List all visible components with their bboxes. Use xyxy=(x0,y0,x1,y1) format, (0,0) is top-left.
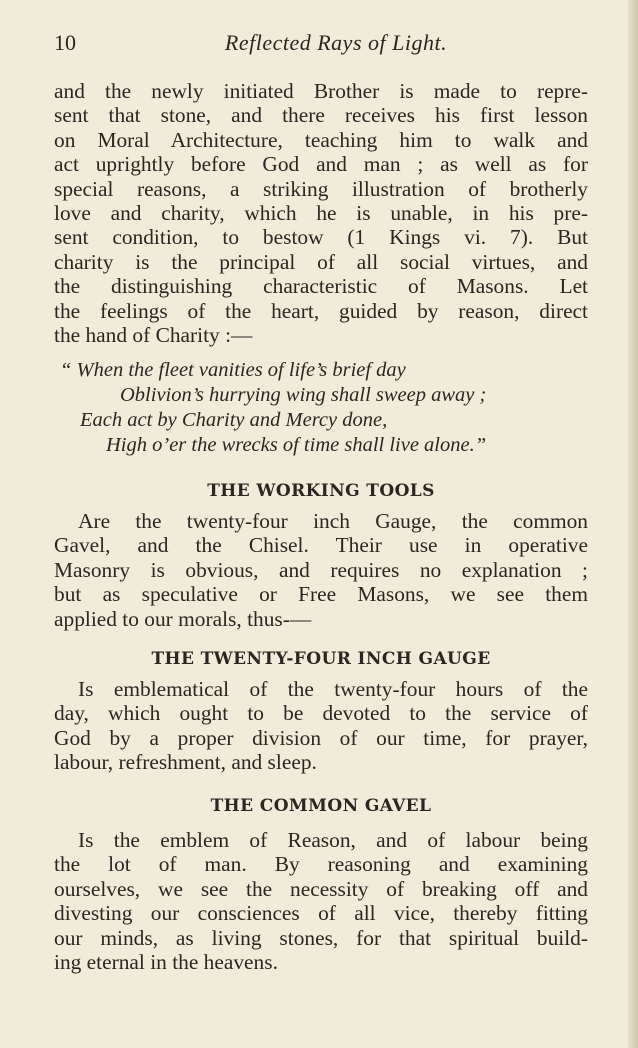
text-line: Is emblematical of the twenty-four hours of the xyxy=(78,677,588,701)
text-line: ing eternal in the heavens. xyxy=(54,950,278,975)
text-line: God by a proper division of our time, for prayer, xyxy=(54,725,588,750)
poem-quote xyxy=(54,358,594,458)
section-heading-working-tools: THE WORKING TOOLS xyxy=(207,481,435,501)
text-line: love and charity, which he is unable, in his pre- xyxy=(54,201,588,226)
text-line: ourselves, we see the necessity of breaking off and xyxy=(54,876,588,901)
text-line: the distinguishing characteristic of Masons. Let xyxy=(54,274,588,299)
text-line: the hand of Charity :— xyxy=(54,323,253,348)
page-number: 10 xyxy=(54,30,76,55)
paragraph-gauge xyxy=(54,677,588,775)
paragraph-intro xyxy=(54,79,588,347)
section-heading-gavel: THE COMMON GAVEL xyxy=(210,796,432,816)
poem-line: “ When the fleet vanities of life’s brief day xyxy=(60,359,406,381)
text-line: charity is the principal of all social virtues, and xyxy=(54,249,588,274)
text-line: but as speculative or Free Masons, we see them xyxy=(54,582,588,607)
text-line: the feelings of the heart, guided by reason, direct xyxy=(54,298,588,323)
text-line: divesting our consciences of all vice, thereby fitting xyxy=(54,901,588,926)
page-edge xyxy=(628,0,638,1048)
text-line: Are the twenty-four inch Gauge, the common xyxy=(78,509,588,533)
text-line: Gavel, and the Chisel. Their use in operative xyxy=(54,533,588,558)
paragraph-working-tools xyxy=(54,509,588,631)
section-heading-gauge: THE TWENTY-FOUR INCH GAUGE xyxy=(151,649,491,669)
running-head xyxy=(54,30,588,60)
running-title: Reflected Rays of Light. xyxy=(224,30,448,55)
text-line: special reasons, a striking illustration of brotherly xyxy=(54,176,588,201)
text-line: day, which ought to be devoted to the service of xyxy=(54,701,588,726)
text-line: and the newly initiated Brother is made to repre- xyxy=(54,79,588,103)
text-line: sent condition, to bestow (1 Kings vi. 7). But xyxy=(54,225,588,250)
text-line: our minds, as living stones, for that spiritual build- xyxy=(54,925,588,950)
poem-line: Each act by Charity and Mercy done, xyxy=(80,409,388,431)
text-line: on Moral Architecture, teaching him to walk and xyxy=(54,127,588,152)
text-line: sent that stone, and there receives his first lesson xyxy=(54,103,588,128)
poem-line: High o’er the wrecks of time shall live alone.” xyxy=(106,434,487,456)
text-line: act uprightly before God and man ; as well as for xyxy=(54,152,588,177)
text-line: labour, refreshment, and sleep. xyxy=(54,750,317,775)
poem-line: Oblivion’s hurrying wing shall sweep away ; xyxy=(120,384,487,406)
text-line: Is the emblem of Reason, and of labour being xyxy=(78,828,588,852)
paragraph-gavel xyxy=(54,828,588,974)
text-line: Masonry is obvious, and requires no explanation ; xyxy=(54,557,588,582)
text-line: the lot of man. By reasoning and examining xyxy=(54,852,588,877)
text-line: applied to our morals, thus-— xyxy=(54,606,312,631)
